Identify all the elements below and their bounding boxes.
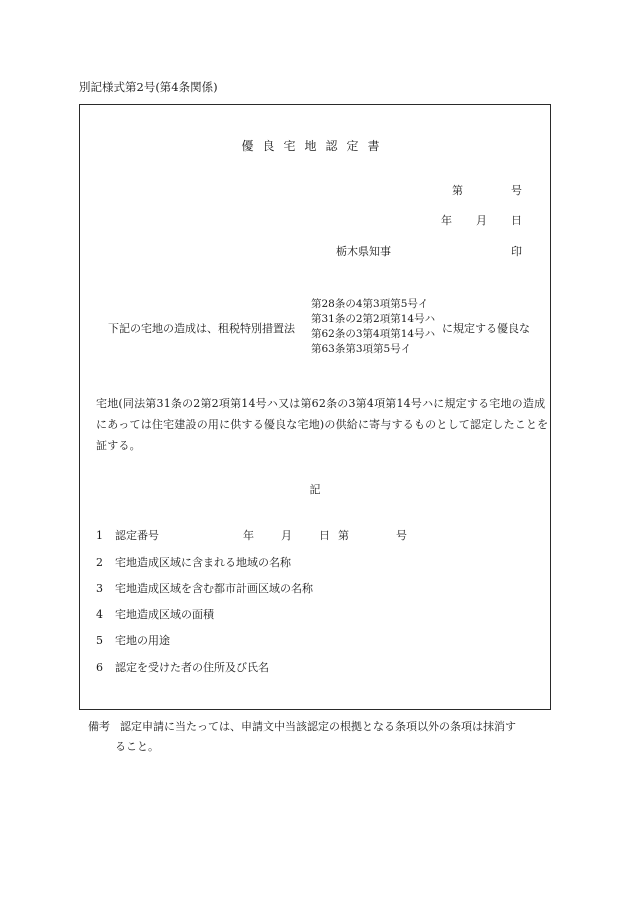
note-text: 認定申請に当たっては、申請文中当該認定の根拠となる条項以外の条項は抹消す [120,720,516,733]
list-item [96,662,269,673]
note-label: 備考 [88,720,110,733]
item-number: 3 [96,582,103,595]
list-item [96,530,159,541]
law-article: 第63条第3項第5号イ [311,343,412,355]
number-dai: 第 [452,184,463,197]
law-article: 第62条の3第4項第14号ハ [311,328,436,340]
certification-text: 宅地(同法第31条の2第2項第14号ハ又は第62条の3第4項第14号ハに規定する宅地の造成にあっては住宅建設の用に供する優良な宅地)の供給に寄与するものとして認定したことを証する。 [96,397,549,452]
list-item [96,609,214,620]
item-label: 宅地造成区域の面積 [115,608,214,621]
item-label: 宅地造成区域に含まれる地域の名称 [115,556,291,569]
item1-month: 月 [281,529,292,542]
note-line [88,721,516,732]
item1-go: 号 [396,529,407,542]
item1-year: 年 [243,529,254,542]
item-number: 6 [96,661,103,674]
law-prefix: 下記の宅地の造成は、租税特別措置法 [108,322,295,335]
date-day: 日 [511,214,522,227]
list-item [96,583,313,594]
date-year: 年 [441,214,452,227]
law-article-list [311,297,435,357]
date-month: 月 [476,214,487,227]
law-article: 第31条の2第2項第14号ハ [311,313,436,325]
form-label: 別記様式第2号(第4条関係) [79,80,218,94]
list-item [96,557,291,568]
item-number: 1 [96,529,103,542]
law-article: 第28条の4第3項第5号イ [311,298,429,310]
governor-name: 栃木県知事 [336,245,391,258]
item-number: 5 [96,634,103,647]
item-label: 認定番号 [115,529,159,542]
item-number: 4 [96,608,103,621]
governor-seal: 印 [511,245,522,258]
item1-dai: 第 [338,529,349,542]
list-item [96,635,170,646]
item-label: 宅地造成区域を含む都市計画区域の名称 [115,582,313,595]
ki-heading: 記 [309,483,321,496]
document-title: 優良宅地認定書 [241,139,389,153]
law-suffix: に規定する優良な [442,322,530,335]
item-number: 2 [96,556,103,569]
note-continuation: ること。 [115,740,159,753]
item-label: 宅地の用途 [115,634,170,647]
item-label: 認定を受けた者の住所及び氏名 [115,661,269,674]
item1-day: 日 [319,529,330,542]
number-go: 号 [511,184,522,197]
